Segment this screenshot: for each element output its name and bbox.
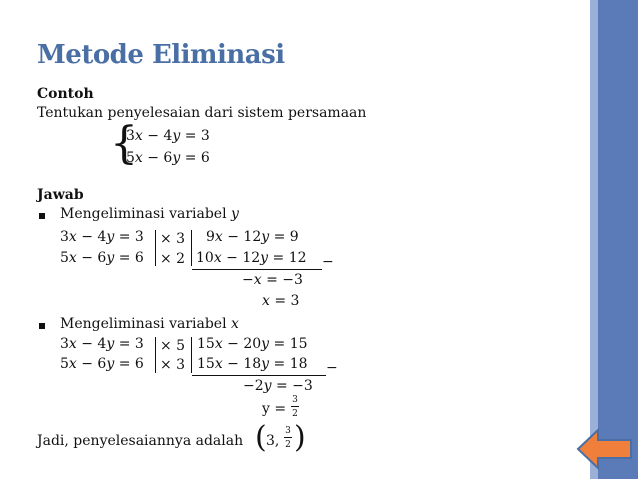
step1-mult2: × 2 bbox=[160, 251, 186, 267]
step1-label: Mengeliminasi variabel 𝑦 bbox=[60, 206, 239, 222]
step2-operator: − bbox=[326, 360, 338, 376]
step2-mult2: × 3 bbox=[160, 357, 186, 373]
arrow-left-icon bbox=[576, 428, 634, 470]
step2-underline bbox=[192, 375, 326, 376]
problem-text: Tentukan penyelesaian dari sistem persamaan bbox=[37, 105, 367, 121]
step1-res1: 9𝑥 − 12𝑦 = 9 bbox=[206, 229, 299, 245]
back-nav-button[interactable] bbox=[576, 428, 634, 470]
step1-mult1: × 3 bbox=[160, 231, 186, 247]
jawab-label: Jawab bbox=[37, 187, 84, 203]
step1-underline bbox=[192, 269, 322, 270]
conclusion-text: Jadi, penyelesaiannya adalah bbox=[37, 433, 244, 449]
step1-eq1: 3𝑥 − 4𝑦 = 3 bbox=[60, 229, 144, 245]
step2-diff: −2𝑦 = −3 bbox=[243, 378, 313, 394]
system-eq-1: 3𝑥 − 4𝑦 = 3 bbox=[126, 128, 210, 144]
step2-label: Mengeliminasi variabel 𝑥 bbox=[60, 316, 239, 332]
step2-result-num: 3 bbox=[292, 395, 298, 405]
conclusion-fraction-bar bbox=[284, 437, 292, 438]
step2-result-lhs: y = bbox=[262, 401, 287, 417]
conclusion-x: 3, bbox=[266, 433, 280, 449]
step2-divider-right bbox=[191, 337, 192, 373]
step2-res1: 15𝑥 − 20𝑦 = 15 bbox=[197, 336, 308, 352]
step2-fraction-bar bbox=[291, 406, 299, 407]
step2-eq1: 3𝑥 − 4𝑦 = 3 bbox=[60, 336, 144, 352]
step1-res2: 10𝑥 − 12𝑦 = 12 bbox=[196, 250, 307, 266]
step2-eq2: 5𝑥 − 6𝑦 = 6 bbox=[60, 356, 144, 372]
decorative-stripe-edge bbox=[590, 0, 598, 479]
decorative-stripe bbox=[598, 0, 638, 479]
bullet-icon bbox=[39, 213, 45, 219]
step2-result-den: 2 bbox=[292, 409, 298, 419]
conclusion-y-num: 3 bbox=[285, 426, 291, 436]
step1-divider-left bbox=[155, 230, 156, 266]
conclusion-paren-right: ) bbox=[294, 420, 306, 455]
step2-res2: 15𝑥 − 18𝑦 = 18 bbox=[197, 356, 308, 372]
step2-divider-left bbox=[155, 337, 156, 373]
bullet-icon bbox=[39, 323, 45, 329]
step1-divider-right bbox=[191, 230, 192, 266]
step2-mult1: × 5 bbox=[160, 338, 186, 354]
slide-title: Metode Eliminasi bbox=[37, 40, 285, 70]
step1-diff: −𝑥 = −3 bbox=[242, 272, 303, 288]
conclusion-paren-left: ( bbox=[255, 420, 267, 455]
system-eq-2: 5𝑥 − 6𝑦 = 6 bbox=[126, 150, 210, 166]
step1-eq2: 5𝑥 − 6𝑦 = 6 bbox=[60, 250, 144, 266]
system-brace: { bbox=[110, 118, 138, 169]
step1-result: 𝑥 = 3 bbox=[262, 293, 300, 309]
contoh-label: Contoh bbox=[37, 86, 94, 102]
conclusion-y-den: 2 bbox=[285, 440, 291, 450]
step1-operator: − bbox=[322, 254, 334, 270]
